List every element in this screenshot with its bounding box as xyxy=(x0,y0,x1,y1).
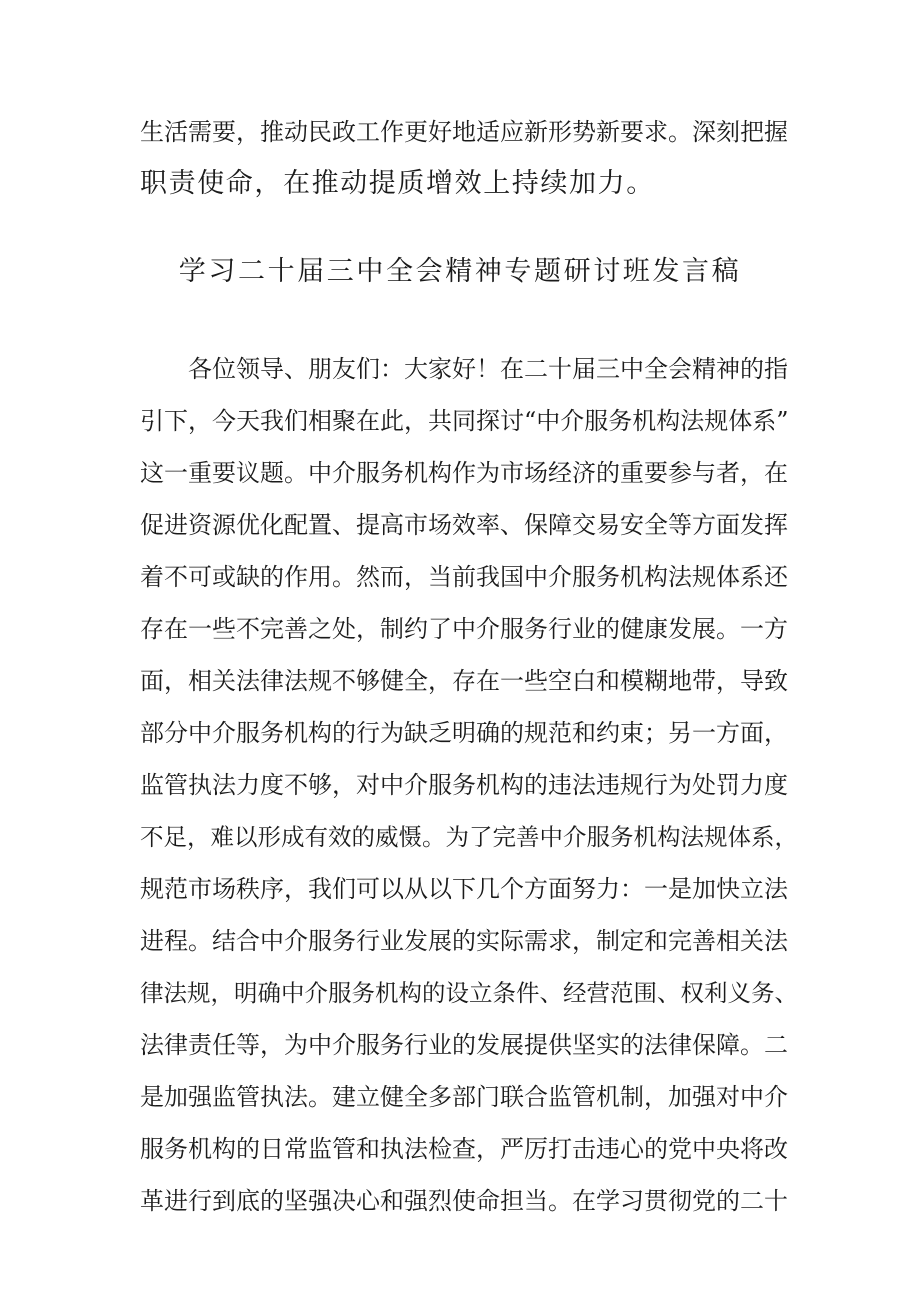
body-line-10: 不足，难以形成有效的威慑。为了完善中介服务机构法规体系， xyxy=(140,823,798,851)
body-line-13: 律法规，明确中介服务机构的设立条件、经营范围、权利义务、 xyxy=(140,979,798,1007)
body-line-1: 各位领导、朋友们：大家好！在二十届三中全会精神的指 xyxy=(140,355,788,383)
body-line-11: 规范市场秩序，我们可以从以下几个方面努力：一是加快立法 xyxy=(140,875,788,903)
body-line-16: 服务机构的日常监管和执法检查，严厉打击违心的党中央将改 xyxy=(140,1135,788,1163)
body-line-14: 法律责任等，为中介服务行业的发展提供坚实的法律保障。二 xyxy=(140,1031,788,1059)
intro-line-1: 生活需要，推动民政工作更好地适应新形势新要求。深刻把握 xyxy=(140,118,788,146)
body-line-8: 部分中介服务机构的行为缺乏明确的规范和约束；另一方面， xyxy=(140,719,788,747)
body-line-2: 引下，今天我们相聚在此，共同探讨“中介服务机构法规体系” xyxy=(140,407,789,435)
body-line-3: 这一重要议题。中介服务机构作为市场经济的重要参与者，在 xyxy=(140,459,788,487)
body-line-17: 革进行到底的坚强决心和强烈使命担当。在学习贯彻党的二十 xyxy=(140,1187,788,1215)
body-line-15: 是加强监管执法。建立健全多部门联合监管机制，加强对中介 xyxy=(140,1083,788,1111)
body-line-9: 监管执法力度不够，对中介服务机构的违法违规行为处罚力度 xyxy=(140,771,788,799)
document-title: 学习二十届三中全会精神专题研讨班发言稿 xyxy=(178,256,742,287)
body-line-7: 面，相关法律法规不够健全，存在一些空白和模糊地带，导致 xyxy=(140,667,788,695)
body-line-5: 着不可或缺的作用。然而，当前我国中介服务机构法规体系还 xyxy=(140,563,788,591)
body-line-6: 存在一些不完善之处，制约了中介服务行业的健康发展。一方 xyxy=(140,615,788,643)
body-line-4: 促进资源优化配置、提高市场效率、保障交易安全等方面发挥 xyxy=(140,511,788,539)
intro-line-2: 职责使命，在推动提质增效上持续加力。 xyxy=(140,168,655,199)
body-line-12: 进程。结合中介服务行业发展的实际需求，制定和完善相关法 xyxy=(140,927,788,955)
